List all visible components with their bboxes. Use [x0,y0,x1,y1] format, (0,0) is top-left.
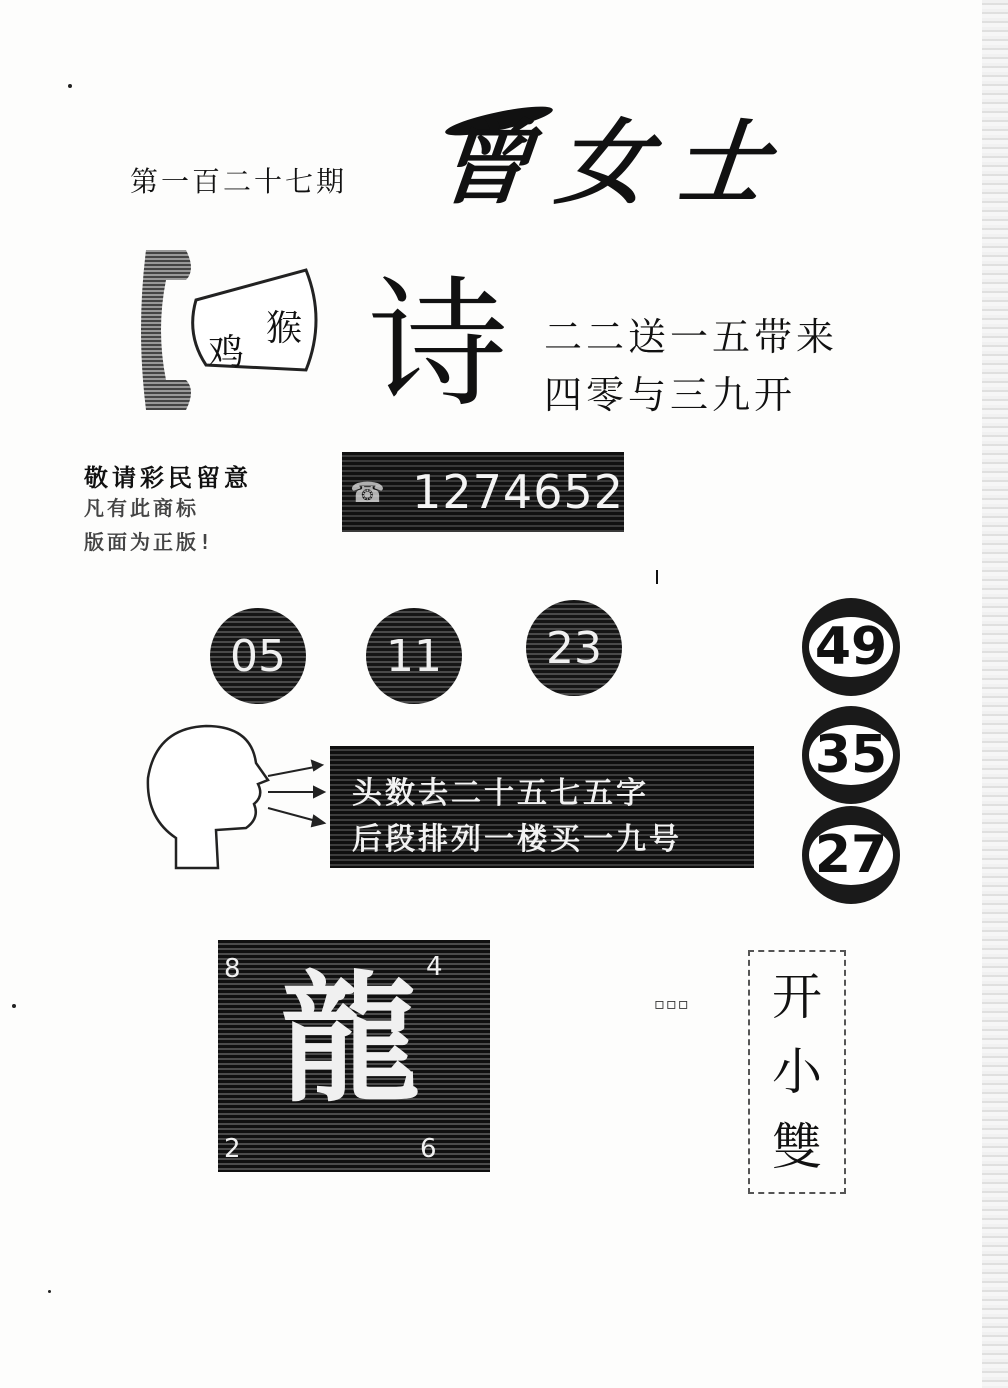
corner-number-tr: 4 [426,952,443,982]
notice-line-2: 凡有此商标 [84,496,199,520]
scan-edge [982,0,1008,1388]
dragon-box [218,940,490,1172]
small-mark: ▫▫▫ [654,994,690,1013]
number-ball: 05 [210,608,306,704]
side-ball-number: 49 [809,617,893,677]
phone-prefix-icon: ☎ [350,475,385,509]
notice-line-3: 版面为正版! [84,530,215,554]
result-char: 雙 [772,1117,822,1176]
side-ball-number: 27 [809,825,893,885]
number-ball: 11 [366,608,462,704]
corner-number-tl: 8 [224,954,241,984]
side-ball [802,706,900,804]
poem-line-1: 二二送一五带来 [544,315,839,359]
tick-mark [656,570,658,584]
number-ball: 23 [526,600,622,696]
phone-number: 1274652 [412,465,624,519]
zodiac-rooster: 鸡 [208,332,245,373]
result-vertical-box [748,950,846,1194]
side-ball [802,598,900,696]
message-line-2: 后段排列一楼买一九号 [352,822,682,857]
message-line-1: 头数去二十五七五字 [352,776,649,811]
notice-line-1: 敬请彩民留意 [84,463,252,492]
zodiac-monkey: 猴 [266,308,303,349]
poem-heading: 诗 [368,264,509,427]
message-box [330,746,754,868]
result-char: 小 [772,1042,822,1101]
speaking-head-icon [136,718,336,878]
corner-number-br: 6 [420,1134,437,1164]
corner-number-bl: 2 [224,1134,241,1164]
scan-speck [12,1004,16,1008]
scan-speck [68,84,72,88]
phone-number-box [342,452,624,532]
dragon-character: 龍 [280,958,421,1122]
issue-number: 第一百二十七期 [130,165,348,198]
side-ball [802,806,900,904]
scan-speck [48,1290,51,1293]
side-ball-number: 35 [809,725,893,785]
result-char: 开 [772,968,822,1027]
poem-line-2: 四零与三九开 [544,373,797,417]
page-title: 曾女士 [433,109,799,217]
